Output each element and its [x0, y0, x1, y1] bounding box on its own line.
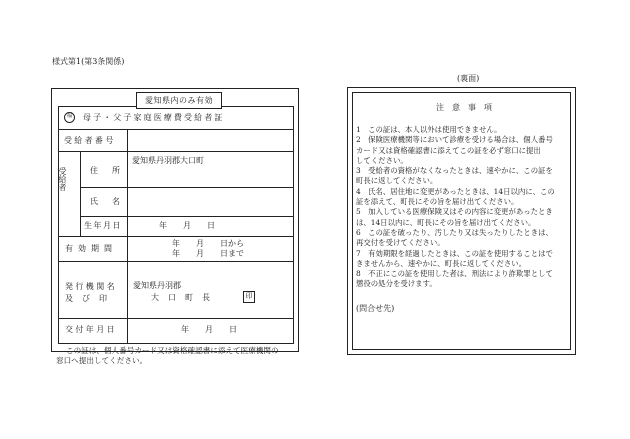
mayor-seal-text: 印: [245, 292, 253, 300]
note-line: は、14日以内に、町長にその旨を届け出てください。: [356, 217, 536, 227]
birthdate-value: 年 月 日: [159, 221, 215, 230]
contact-label: (問合せ先): [356, 304, 395, 313]
card-title: 母子・父子家庭医療費受給者証: [83, 113, 225, 122]
issue-date-label: 交付年月日: [65, 325, 117, 334]
note-line: 1 この証は、本人以外は使用できません。: [356, 125, 502, 134]
issuer-value-line1: 愛知県丹羽郡: [133, 281, 181, 290]
note-line: 2 保険医療機関等において診療を受ける場合は、個人番号: [356, 135, 553, 145]
valid-period-label: 有効期間: [65, 244, 117, 253]
note-line: 懲役の処分を受けます。: [356, 279, 437, 289]
issuer-label-line2: 及び印: [65, 294, 116, 303]
validity-banner-text: 愛知県内のみ有効: [145, 96, 213, 105]
recipient-number-label: 受給者番号: [64, 136, 116, 145]
address-value: 愛知県丹羽郡大口町: [132, 156, 204, 165]
valid-to-value: 年 月 日まで: [172, 249, 244, 258]
welfare-seal-char: 福: [66, 113, 73, 119]
note-line: 7 有効期限を経過したときは、この証を使用することはで: [356, 248, 553, 258]
form-number: 様式第1(第3条関係): [52, 57, 125, 66]
issuer-label-line1: 発行機関名: [65, 282, 117, 291]
notes-heading: 注意事項: [436, 103, 500, 112]
note-line: 町長に返してください。: [356, 176, 438, 186]
note-line: カード又は資格確認書に添えてこの証を必ず窓口に提出: [356, 145, 541, 155]
front-footer-note-line1: この証は、個人番号カード又は資格確認書に添えて医療機関の: [66, 346, 279, 355]
note-line: 6 この証を破ったり、汚したり又は失ったりしたときは、: [356, 227, 553, 237]
note-line: 再交付を受けてください。: [356, 238, 445, 248]
note-line: 3 受給者の資格がなくなったときは、速やかに、この証を: [356, 166, 553, 176]
back-side-label: (裏面): [457, 74, 480, 83]
valid-from-value: 年 月 日から: [172, 239, 244, 248]
note-line: きませんから、速やかに、町長に返してください。: [356, 258, 526, 268]
recipient-group-label: 受給者: [58, 167, 67, 191]
front-footer-note-line2: 窓口へ提出してください。: [56, 356, 148, 365]
note-line: 8 不正にこの証を使用した者は、刑法により詐欺罪として: [356, 269, 553, 279]
issuer-value-line2: 大口町長: [151, 293, 219, 302]
issue-date-value: 年 月 日: [181, 325, 237, 334]
notes-list: [356, 125, 555, 290]
note-line: 証を添えて、町長にその旨を届け出てください。: [356, 197, 519, 207]
note-line: 4 氏名、居住地に変更があったときは、14日以内に、この: [356, 186, 555, 196]
birthdate-label: 生年月日: [84, 221, 122, 230]
address-label: 住所: [90, 166, 134, 175]
note-line: 5 加入している医療保険又はその内容に変更があったとき: [356, 207, 553, 217]
note-line: してください。: [356, 155, 408, 165]
name-label: 氏名: [90, 197, 134, 206]
